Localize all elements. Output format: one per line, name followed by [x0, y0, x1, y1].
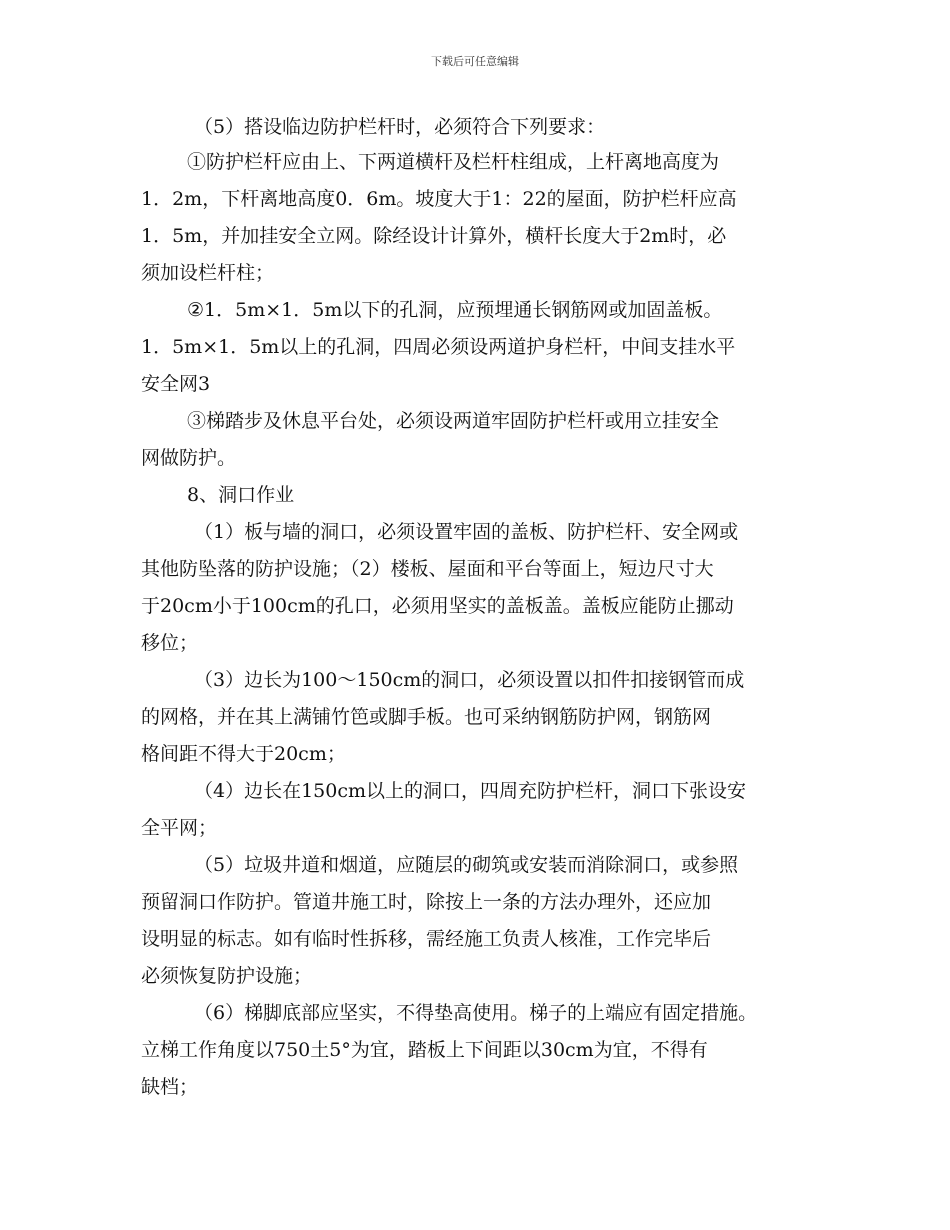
- text-line: 立梯工作角度以750土5°为宜，踏板上下间距以30cm为宜，不得有: [141, 1039, 708, 1061]
- text-line: ①防护栏杆应由上、下两道横杆及栏杆柱组成，上杆离地高度为: [187, 151, 720, 173]
- text-line: （6）梯脚底部应坚实，不得垫高使用。梯子的上端应有固定措施。: [194, 1002, 758, 1024]
- text-line: 必须恢复防护设施；: [141, 965, 313, 987]
- text-line: 的网格，并在其上满铺竹笆或脚手板。也可采纳钢筋防护网，钢筋网: [141, 706, 712, 728]
- text-line: （5）搭设临边防护栏杆时，必须符合下列要求：: [194, 116, 606, 138]
- text-line: （5）垃圾井道和烟道，应随层的砌筑或安装而消除洞口，或参照: [194, 854, 739, 876]
- text-line: 1．5m×1．5m以上的孔洞，四周必须设两道护身栏杆，中间支挂水平: [141, 336, 736, 358]
- text-line: （4）边长在150cm以上的洞口，四周充防护栏杆，洞口下张设安: [194, 780, 747, 802]
- text-line: 于20cm小于100cm的孔口，必须用坚实的盖板盖。盖板应能防止挪动: [141, 595, 734, 617]
- text-line: 1．2m，下杆离地高度0．6m。坡度大于1：22的屋面，防护栏杆应高: [141, 188, 737, 210]
- text-line: ③梯踏步及休息平台处，必须设两道牢固防护栏杆或用立挂安全: [187, 410, 720, 432]
- text-line: 网做防护。: [141, 447, 237, 469]
- text-line: 全平网；: [141, 817, 218, 839]
- text-line: 移位；: [141, 632, 199, 654]
- page-header: 下载后可任意编辑: [431, 55, 519, 68]
- text-line: 设明显的标志。如有临时性拆移，需经施工负责人核准，工作完毕后: [141, 928, 712, 950]
- text-line: 预留洞口作防护。管道井施工时，除按上一条的方法办理外，还应加: [141, 891, 712, 913]
- text-line: 安全网3: [141, 373, 211, 395]
- text-line: （3）边长为100～150cm的洞口，必须设置以扣件扣接钢管而成: [194, 669, 745, 691]
- text-line: （1）板与墙的洞口，必须设置牢固的盖板、防护栏杆、安全网或: [194, 521, 739, 543]
- text-line: 缺档；: [141, 1076, 199, 1098]
- section-heading: 8、洞口作业: [187, 484, 295, 506]
- text-line: 格间距不得大于20cm；: [141, 743, 346, 765]
- text-line: 1．5m，并加挂安全立网。除经设计计算外，横杆长度大于2m时，必: [141, 225, 727, 247]
- text-line: ②1．5m×1．5m以下的孔洞，应预埋通长钢筋网或加固盖板。: [187, 299, 723, 321]
- text-line: 其他防坠落的防护设施；（2）楼板、屋面和平台等面上，短边尺寸大: [141, 558, 714, 580]
- text-line: 须加设栏杆柱；: [141, 262, 275, 284]
